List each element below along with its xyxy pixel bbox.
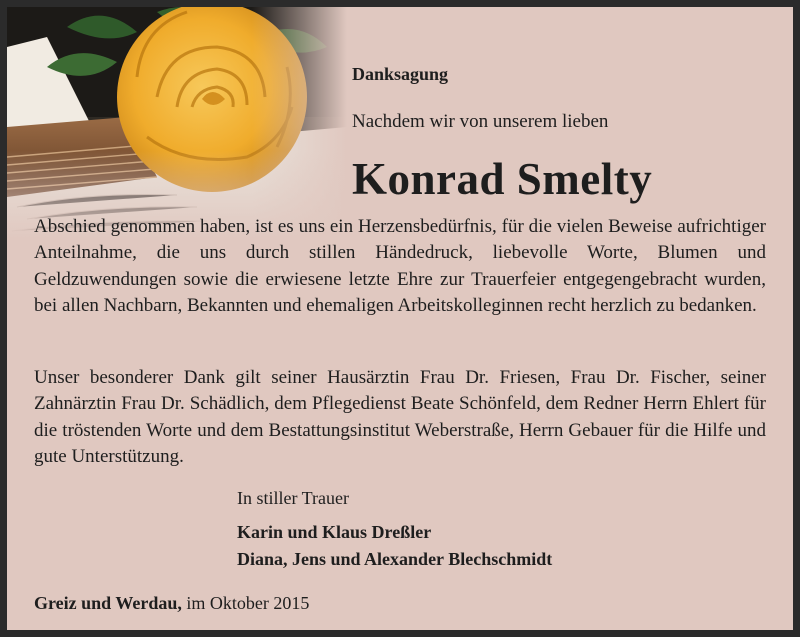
intro-line: Nachdem wir von unserem lieben	[352, 111, 609, 132]
thanks-paragraph: Abschied genommen haben, ist es uns ein Herzensbedürfnis, für die vielen Beweise aufrichtiger Anteilnahme, die uns durch stillen Händedruck, liebevolle Worte, Blumen und Geldzuwendungen sowie die erwiesene letzte Ehre zur Trauerfeier entgegengebracht wurden, bei allen Nachbarn, Bekannten und ehemaligen Arbeitskolleginnen recht herzlich zu bedanken.	[34, 216, 766, 316]
family-line-1: Karin und Klaus Dreßler	[237, 522, 432, 542]
special-thanks-paragraph: Unser besonderer Dank gilt seiner Hausärztin Frau Dr. Friesen, Frau Dr. Fischer, seiner Zahnärztin Frau Dr. Schädlich, dem Pflegedienst Beate Schönfeld, dem Redner Herrn Ehlert für die tröstenden Worte und dem Bestattungsinstitut Weberstraße, Herrn Gebauer für die Hilfe und gute Unterstützung.	[34, 367, 766, 467]
family-line-2: Diana, Jens und Alexander Blechschmidt	[237, 549, 553, 569]
date-text: im Oktober 2015	[186, 593, 310, 613]
deceased-name: Konrad Smelty	[352, 154, 653, 204]
mourning-line: In stiller Trauer	[237, 488, 349, 508]
place-text: Greiz und Werdau,	[34, 593, 182, 613]
place-date-line	[34, 593, 309, 614]
heading-danksagung: Danksagung	[352, 64, 449, 84]
rose-book-photo	[7, 7, 347, 239]
